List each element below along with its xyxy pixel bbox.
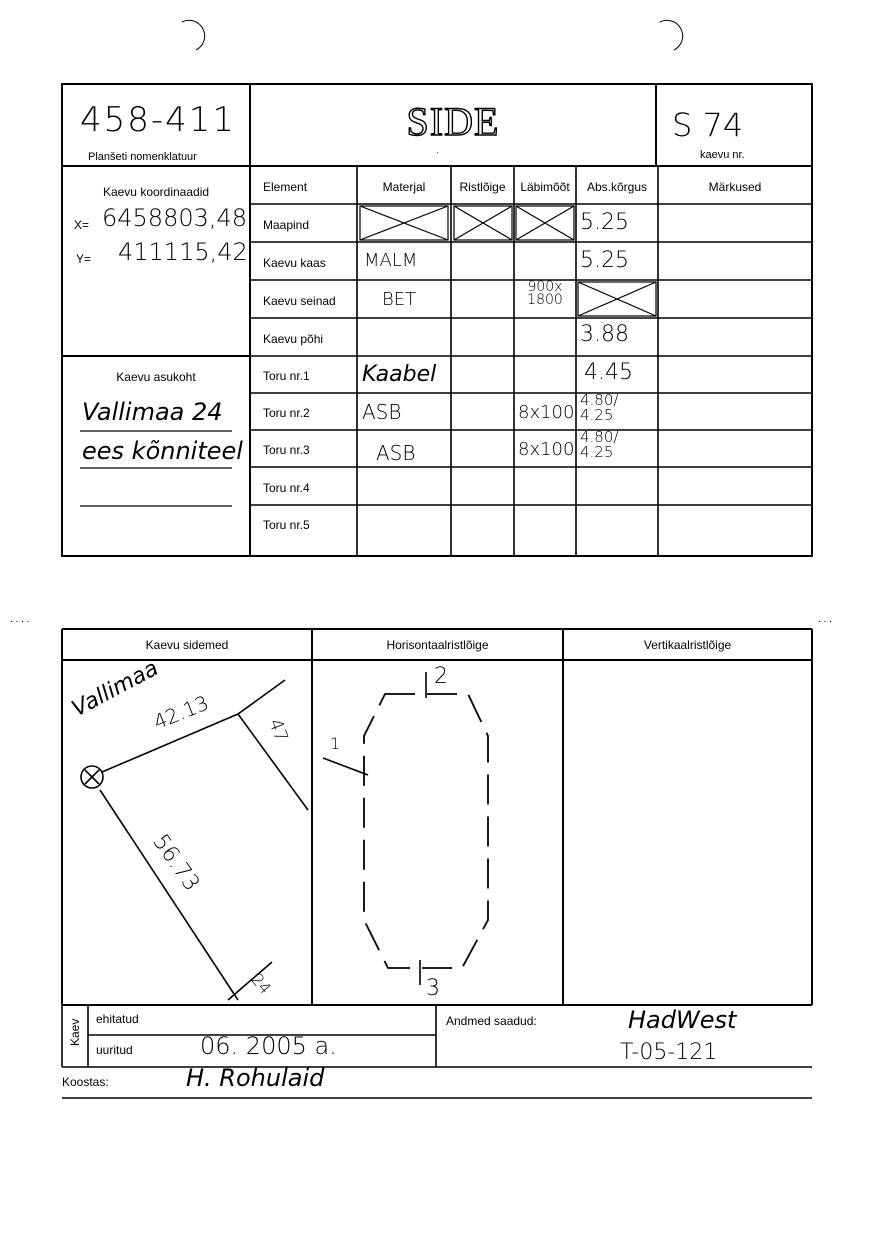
cell-abs: 4.80/ 4.25 [580, 428, 619, 461]
row-element: Toru nr.4 [263, 481, 310, 495]
kaev-label: Kaev [68, 1018, 82, 1046]
distance-label: 24 [247, 970, 276, 998]
pipe-label: 1 [330, 734, 341, 753]
surveyed-label: uuritud [96, 1043, 133, 1057]
y-label: Y= [76, 252, 92, 266]
data-source-value: HadWest [628, 1006, 737, 1034]
cell-diameter: 8x100 [518, 402, 575, 423]
cell-material: ASB [362, 400, 402, 424]
data-source-code: T-05-121 [620, 1040, 718, 1065]
cell-abs: 3.88 [580, 322, 629, 347]
location-line2: ees kõnniteel [82, 437, 243, 465]
well-no-label: kaevu nr. [700, 149, 745, 161]
header-element: Element [263, 180, 308, 194]
page-title: SIDE [406, 99, 500, 144]
compiled-label: Koostas: [62, 1075, 109, 1089]
cell-material: MALM [364, 250, 418, 271]
surveyed-value: 06. 2005 a. [200, 1032, 337, 1060]
ties-title: Kaevu sidemed [145, 638, 229, 652]
row-element: Toru nr.1 [263, 369, 310, 383]
pipe-label: 3 [426, 976, 440, 1001]
title-dot: · [436, 148, 439, 157]
sheet-label: Planšeti nomenklatuur [88, 151, 197, 163]
data-source-label: Andmed saadud: [446, 1014, 537, 1028]
header-notes: Märkused [708, 180, 762, 194]
coordinates-label: Kaevu koordinaadid [102, 185, 210, 199]
y-value: 411115,42 [118, 238, 248, 266]
cell-diameter: 8x100 [518, 439, 575, 460]
header-material: Materjal [382, 180, 426, 194]
horizontal-section-sketch [364, 694, 488, 968]
horizontal-section-ticks [323, 672, 426, 985]
row-element: Maapind [263, 218, 310, 232]
cell-diameter: 900x 1800 [527, 279, 563, 308]
cell-abs: 5.25 [580, 248, 629, 273]
svg-text:. . .: . . . [818, 614, 832, 625]
row-element: Toru nr.2 [263, 406, 310, 420]
distance-label: 47 [264, 716, 292, 745]
location-line1: Vallimaa 24 [82, 398, 223, 426]
cell-material: Kaabel [362, 362, 437, 387]
punch-hole-left [182, 20, 205, 50]
svg-text:. . . .: . . . . [10, 614, 30, 625]
well-id: S 74 [672, 106, 744, 144]
row-element: Toru nr.3 [263, 443, 310, 457]
row-element: Toru nr.5 [263, 518, 310, 532]
header-cross-section: Ristlõige [459, 180, 506, 194]
built-label: ehitatud [96, 1012, 139, 1026]
compiled-value: H. Rohulaid [186, 1064, 325, 1092]
cell-abs: 4.45 [584, 360, 633, 385]
cell-material: ASB [376, 441, 416, 465]
x-label: X= [74, 218, 90, 232]
distance-label: 42.13 [150, 690, 213, 735]
sheet-number: 458-411 [80, 100, 237, 140]
header-diameter: Läbimõõt [520, 180, 570, 194]
pipe-label: 2 [434, 664, 448, 689]
row-element: Kaevu kaas [263, 256, 326, 270]
vertical-section-title: Vertikaalristlõige [643, 638, 732, 652]
row-element: Kaevu seinad [263, 294, 336, 308]
cell-abs: 4.80/ 4.25 [580, 391, 619, 424]
header-abs-height: Abs.kõrgus [586, 180, 648, 194]
punch-hole-right [660, 20, 683, 50]
row-element: Kaevu põhi [263, 332, 324, 346]
location-label: Kaevu asukoht [116, 370, 196, 384]
street-label: Vallimaa [68, 655, 163, 723]
x-value: 6458803,48 [102, 204, 248, 232]
horizontal-section-title: Horisontaalristlõige [386, 638, 489, 652]
cell-abs: 5.25 [580, 210, 629, 235]
cell-material: BET [382, 289, 417, 310]
distance-label: 56.73 [147, 830, 205, 896]
